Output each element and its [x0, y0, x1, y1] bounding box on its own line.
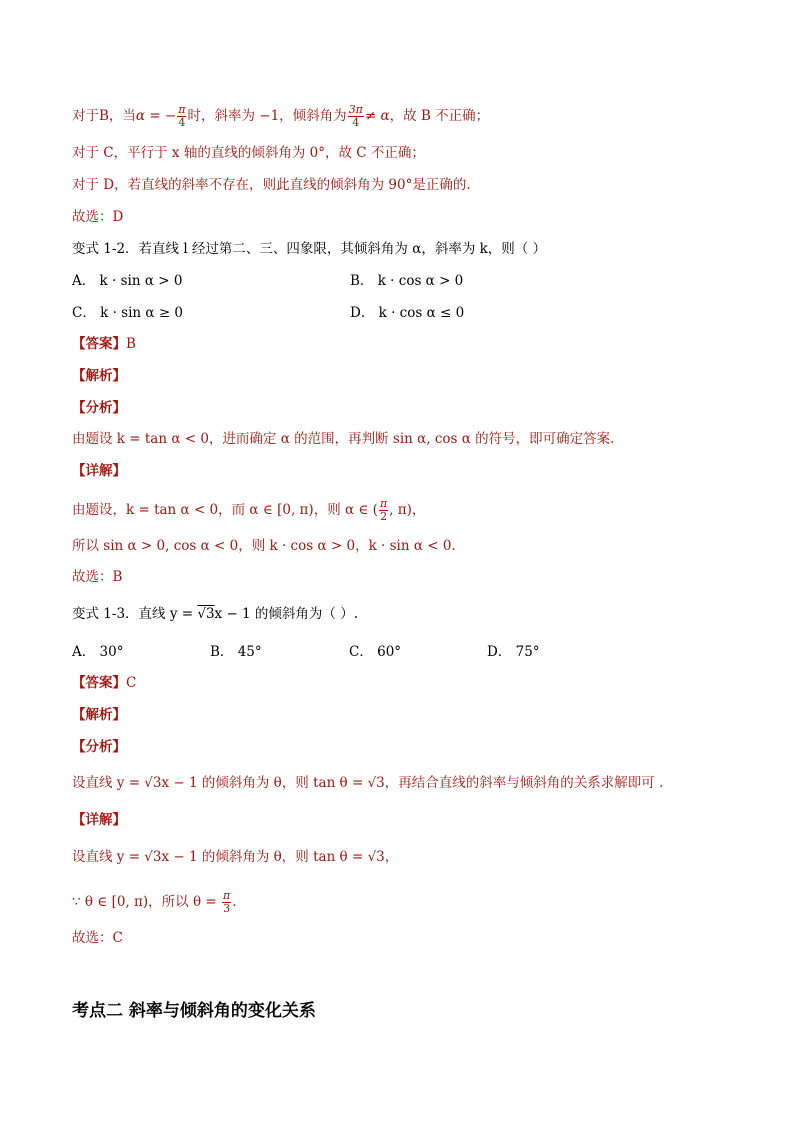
- answer-row: [72, 334, 136, 354]
- answer-value: B: [126, 336, 136, 352]
- fraction-3pi-over-4: [348, 104, 364, 129]
- text: 对于B，当: [72, 108, 136, 124]
- text: .: [232, 894, 237, 910]
- choice-result: 故选：B: [72, 569, 123, 585]
- fenxi-text: 设直线 y = √3x − 1 的倾斜角为 θ，则 tan θ = √3，再结合直线的斜率与倾斜角的关系求解即可 .: [72, 775, 664, 791]
- choice-result: 故选：D: [72, 209, 124, 225]
- text: 变式 1-3．直线 y =: [72, 606, 198, 622]
- option-a: A． k · sin α > 0: [72, 273, 183, 289]
- numerator: 3π: [348, 103, 363, 116]
- explanation-c: 对于 C，平行于 x 轴的直线的倾斜角为 0°，故 C 不正确；: [72, 145, 425, 161]
- explanation-b: [72, 104, 489, 129]
- answer-value: C: [126, 675, 137, 691]
- detail-tag: 【详解】: [72, 463, 126, 479]
- text: x − 1 的倾斜角为（ ）.: [214, 606, 359, 622]
- fraction-pi-over-4: [177, 104, 186, 129]
- denominator: 2: [380, 510, 388, 523]
- section-heading: 考点二 斜率与倾斜角的变化关系: [72, 1001, 316, 1021]
- denominator: 3: [223, 902, 231, 915]
- analysis-tag: 【解析】: [72, 368, 126, 384]
- option-d: D． k · cos α ≤ 0: [350, 305, 465, 321]
- fraction-pi-over-3: [222, 890, 231, 915]
- text: ，故 B 不正确；: [389, 108, 490, 124]
- option-d: D． 75°: [487, 644, 540, 660]
- explanation-d: 对于 D，若直线的斜率不存在，则此直线的倾斜角为 90°是正确的.: [72, 177, 471, 193]
- math-text: ≠ α: [364, 108, 390, 124]
- detail-line-2: [72, 890, 237, 915]
- question-1-3: [72, 604, 358, 624]
- answer-tag: 【答案】: [72, 336, 126, 352]
- option-b: B． 45°: [210, 644, 262, 660]
- text: , π)，: [389, 502, 426, 518]
- answer-tag: 【答案】: [72, 675, 126, 691]
- fenxi-tag: 【分析】: [72, 739, 126, 755]
- option-c: C． k · sin α ≥ 0: [72, 305, 184, 321]
- fenxi-text: 由题设 k = tan α < 0，进而确定 α 的范围，再判断 sin α, cos α 的符号，即可确定答案.: [72, 431, 615, 447]
- detail-line-1: 设直线 y = √3x − 1 的倾斜角为 θ，则 tan θ = √3，: [72, 849, 399, 865]
- text: 由题设，k = tan α < 0，而 α ∈ [0, π)，则 α ∈ (: [72, 502, 378, 518]
- fraction-pi-over-2: [379, 498, 388, 523]
- option-a: A． 30°: [72, 644, 124, 660]
- sqrt-3: √3: [197, 606, 215, 622]
- detail-line-2: 所以 sin α > 0, cos α < 0，则 k · cos α > 0，k · sin α < 0.: [72, 538, 456, 554]
- math-text: α = −: [135, 108, 177, 124]
- answer-row: [72, 673, 136, 693]
- option-b: B． k · cos α > 0: [350, 273, 464, 289]
- denominator: 4: [178, 116, 186, 129]
- numerator: π: [379, 497, 388, 510]
- question-1-2: 变式 1-2．若直线 l 经过第二、三、四象限，其倾斜角为 α，斜率为 k，则（ ）: [72, 241, 547, 257]
- detail-line-1: [72, 498, 425, 523]
- numerator: π: [222, 889, 231, 902]
- detail-tag: 【详解】: [72, 812, 126, 828]
- numerator: π: [178, 103, 186, 116]
- denominator: 4: [352, 116, 360, 129]
- analysis-tag: 【解析】: [72, 707, 126, 723]
- text: ∵ θ ∈ [0, π)，所以 θ =: [72, 894, 221, 910]
- text: 时，斜率为 −1，倾斜角为: [187, 108, 347, 124]
- option-c: C． 60°: [349, 644, 402, 660]
- fenxi-tag: 【分析】: [72, 400, 126, 416]
- choice-result: 故选：C: [72, 930, 123, 946]
